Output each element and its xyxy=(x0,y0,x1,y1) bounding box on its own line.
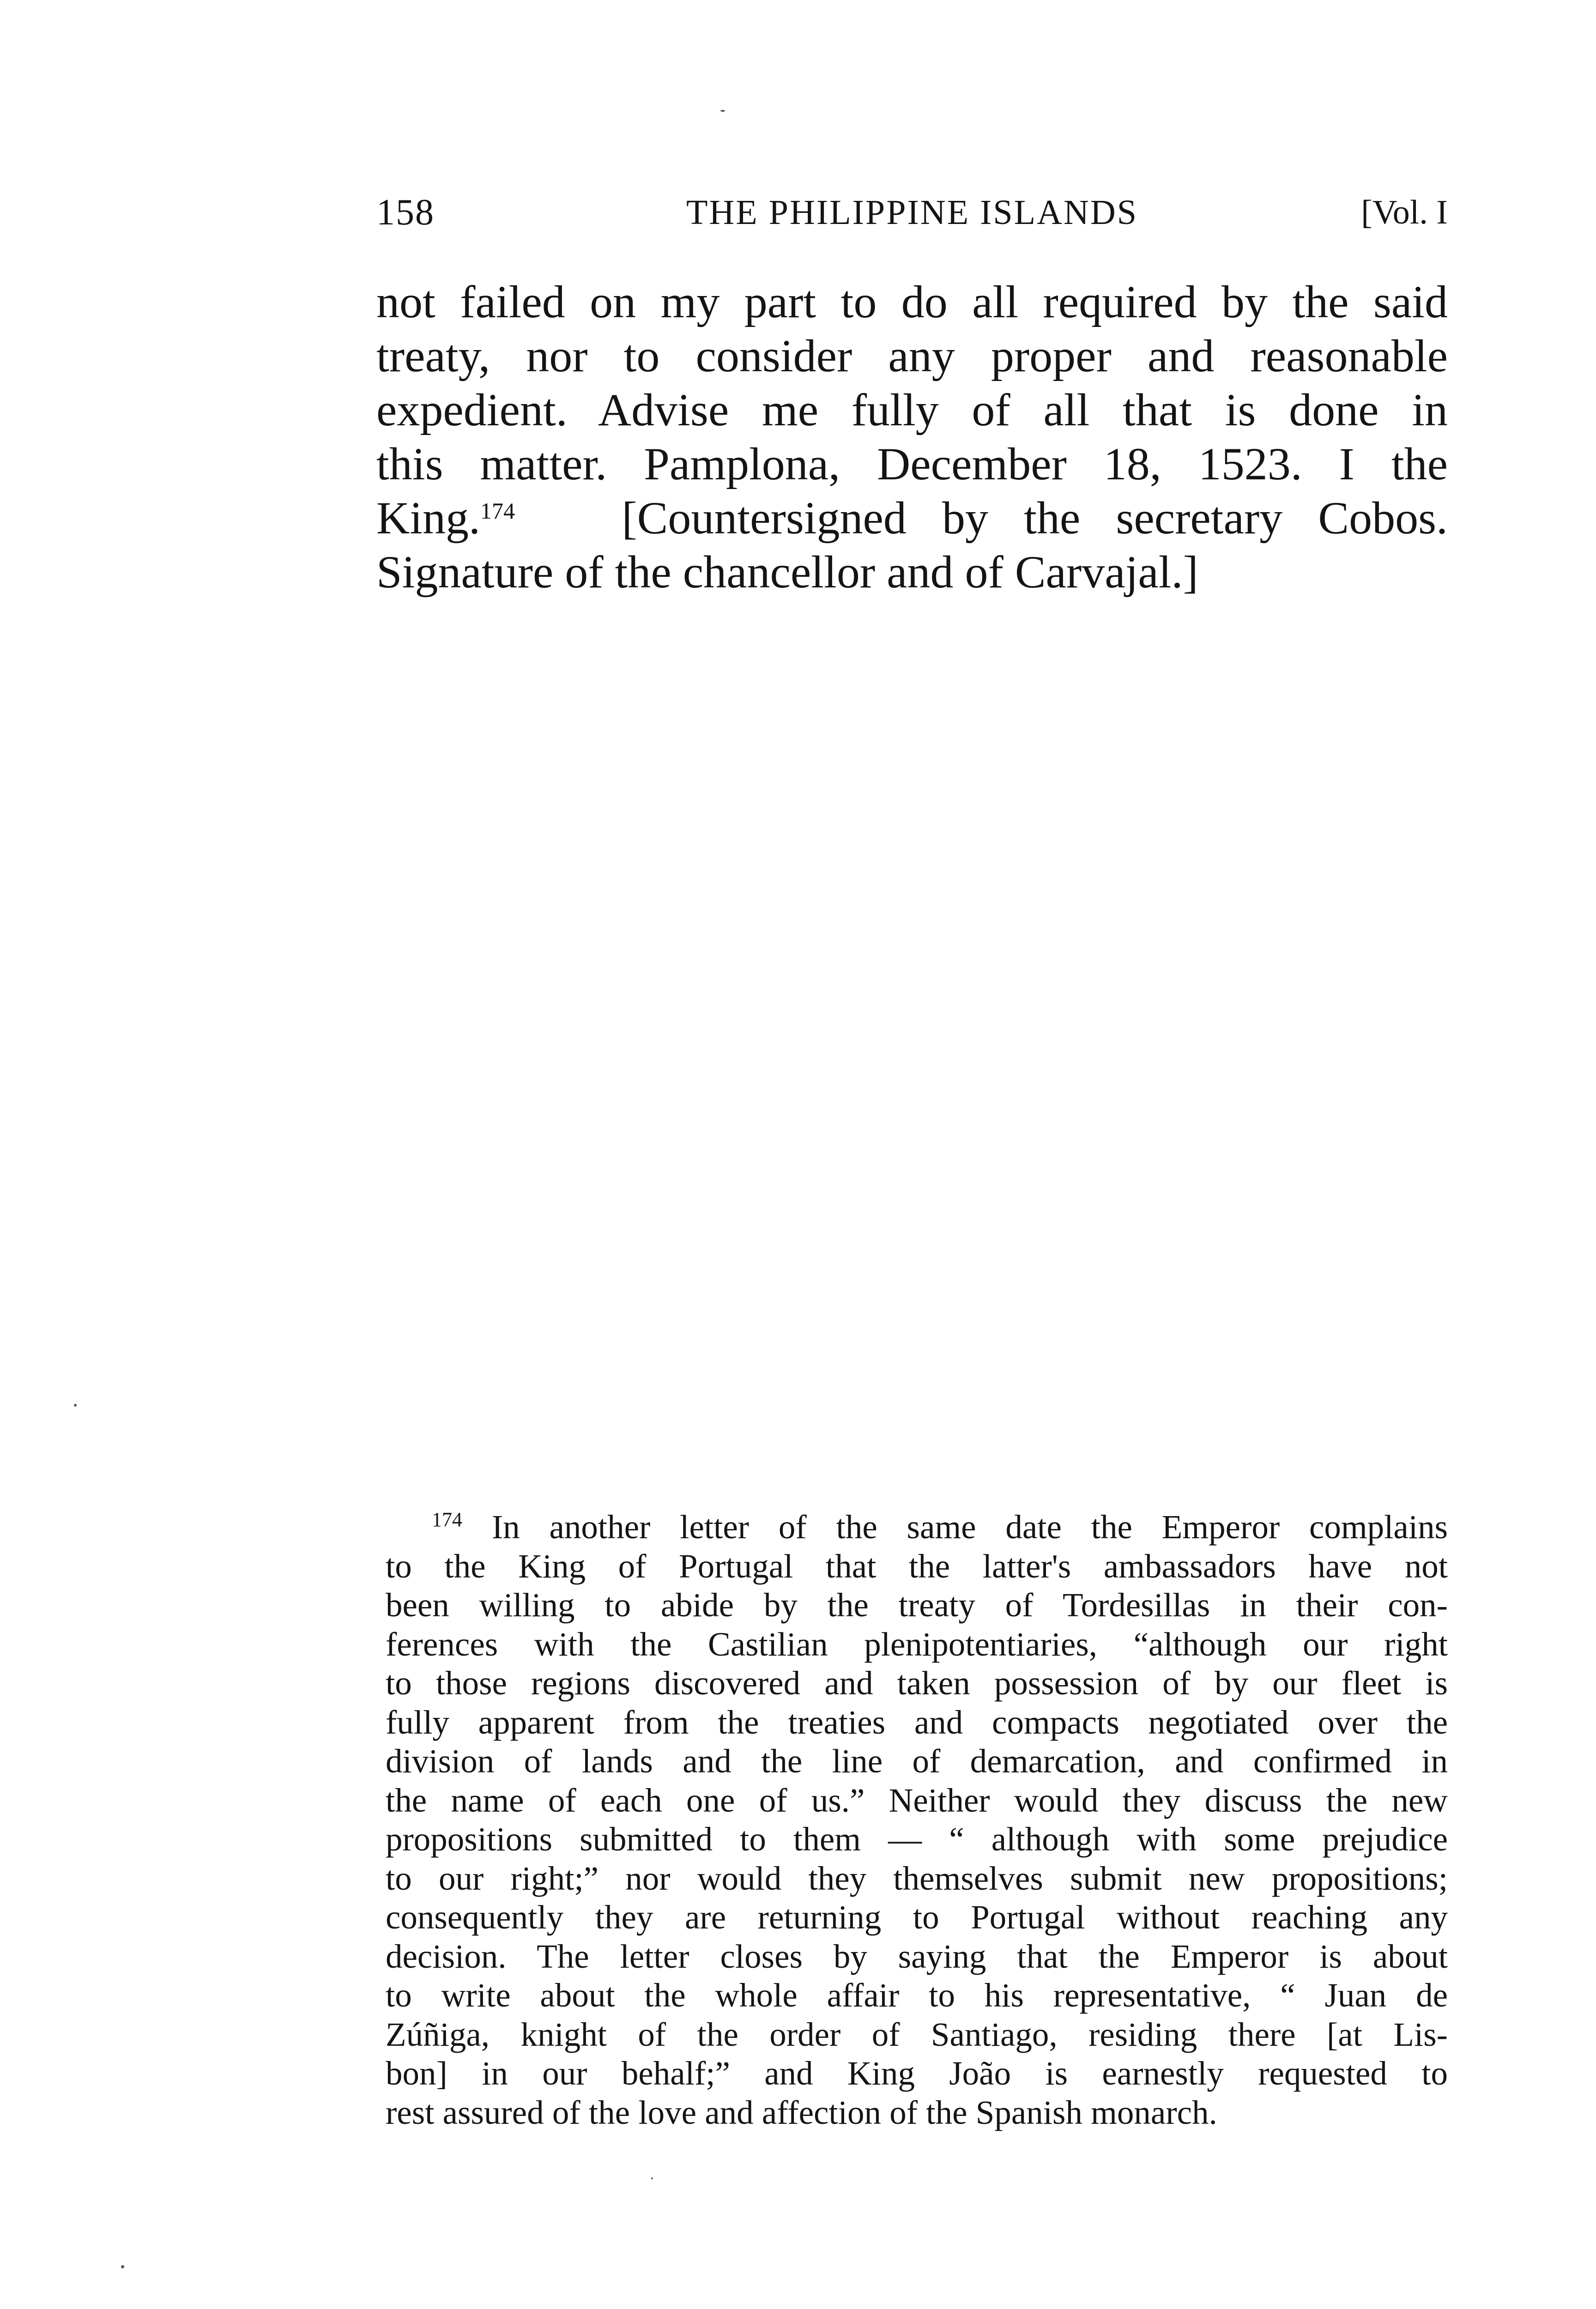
page-number: 158 xyxy=(376,192,435,233)
footnote-line: to our right;” nor would they themselves submit new propositions; xyxy=(386,1859,1448,1897)
main-text-line: expedient. Advise me fully of all that is done in xyxy=(376,384,1448,435)
footnote-line: decision. The letter closes by saying that the Emperor is about xyxy=(386,1937,1448,1975)
footnote-reference: 174 xyxy=(480,498,515,524)
countersigned-text: [Countersigned by the secretary Cobos. xyxy=(622,492,1448,544)
main-text-line: treaty, nor to consider any proper and reasonable xyxy=(376,330,1448,381)
main-text-line xyxy=(376,491,1448,545)
scan-speck xyxy=(121,2265,124,2268)
footnote-marker: 174 xyxy=(432,1508,462,1531)
footnote-line: consequently they are returning to Portugal without reaching any xyxy=(386,1898,1448,1936)
running-title: THE PHILIPPINE ISLANDS xyxy=(686,193,1138,232)
running-head xyxy=(376,189,1448,236)
main-text xyxy=(376,275,1448,599)
volume-label: [Vol. I xyxy=(1361,193,1448,231)
footnote xyxy=(386,1508,1448,2132)
footnote-line: ferences with the Castilian plenipotentiaries, “although our right xyxy=(386,1625,1448,1663)
footnote-line: propositions submitted to them — “ although with some prejudice xyxy=(386,1820,1448,1858)
scan-speck xyxy=(74,1404,77,1407)
footnote-line: the name of each one of us.” Neither would they discuss the new xyxy=(386,1781,1448,1819)
footnote-line: to the King of Portugal that the latter's ambassadors have not xyxy=(386,1547,1448,1585)
king-text: King. xyxy=(376,492,480,544)
footnote-line: to those regions discovered and taken possession of by our fleet is xyxy=(386,1664,1448,1702)
main-text-line: Signature of the chancellor and of Carvajal.] xyxy=(376,546,1198,598)
scan-speck xyxy=(651,2177,653,2179)
footnote-line xyxy=(386,1508,1448,1547)
footnote-line: division of lands and the line of demarcation, and confirmed in xyxy=(386,1742,1448,1780)
footnote-line: Zúñiga, knight of the order of Santiago, residing there [at Lis- xyxy=(386,2015,1448,2053)
main-text-line: not failed on my part to do all required by the said xyxy=(376,276,1448,327)
footnote-line: bon] in our behalf;” and King João is earnestly requested to xyxy=(386,2055,1448,2092)
footnote-line: been willing to abide by the treaty of Tordesillas in their con- xyxy=(386,1586,1448,1624)
footnote-first-text: In another letter of the same date the Emperor complains xyxy=(491,1508,1448,1546)
footnote-line: rest assured of the love and affection of the Spanish monarch. xyxy=(386,2093,1217,2131)
footnote-line: fully apparent from the treaties and compacts negotiated over the xyxy=(386,1703,1448,1741)
main-text-line: this matter. Pamplona, December 18, 1523. I the xyxy=(376,438,1448,490)
footnote-line: to write about the whole affair to his representative, “ Juan de xyxy=(386,1977,1448,2014)
scan-speck xyxy=(720,110,725,112)
